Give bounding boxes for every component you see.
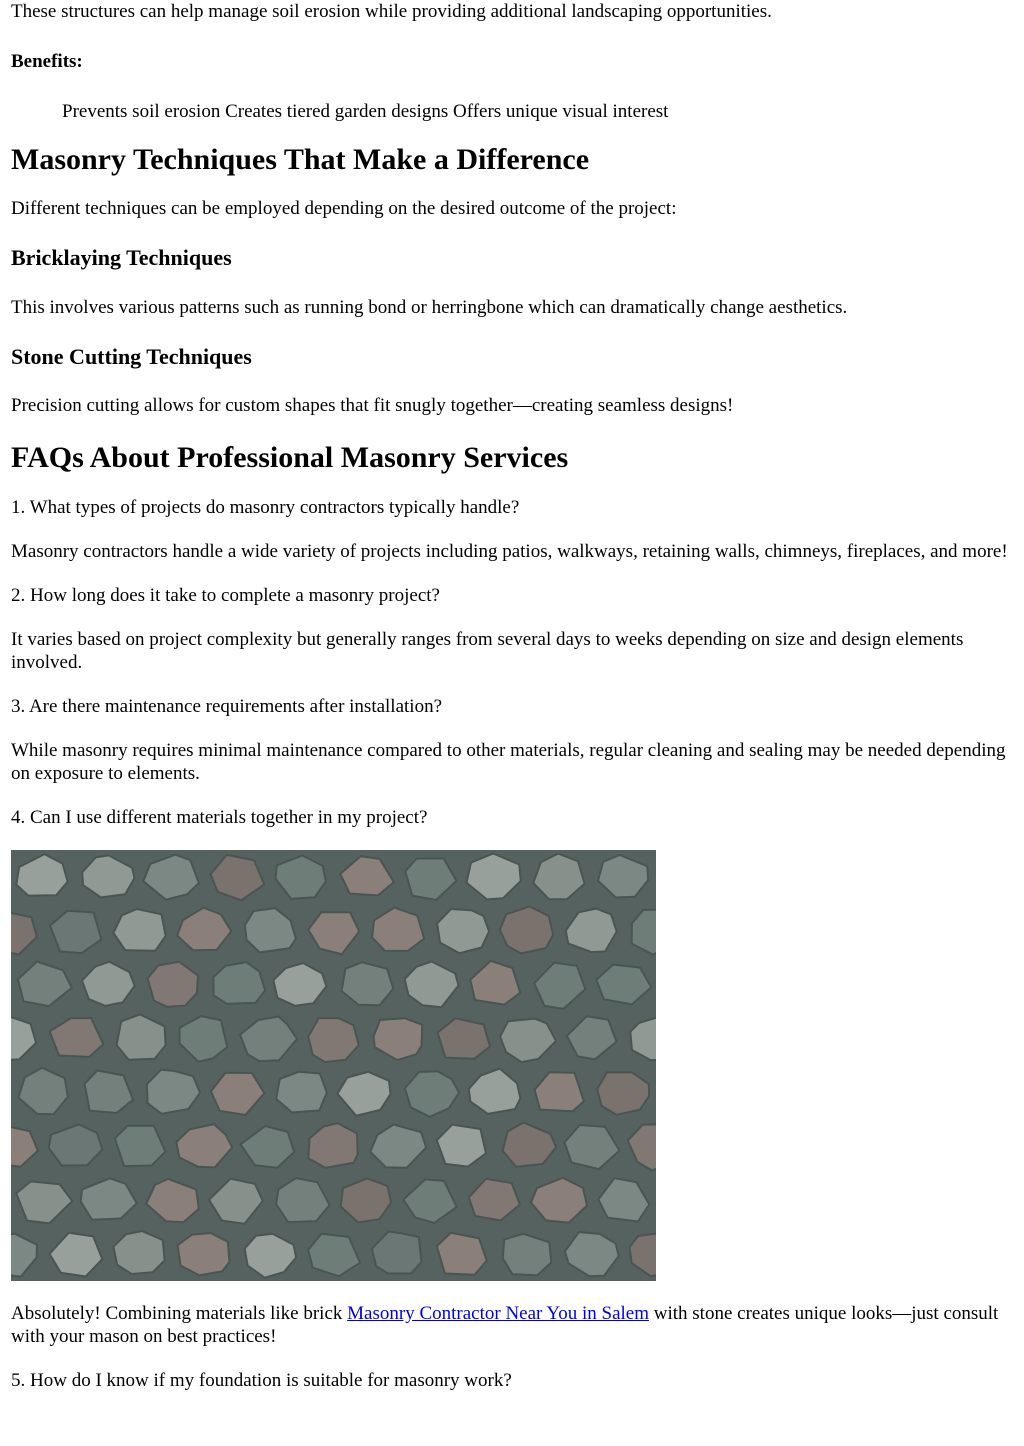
masonry-contractor-link[interactable]: Masonry Contractor Near You in Salem <box>347 1303 649 1324</box>
faq-answer-3: While masonry requires minimal maintenance compared to other materials, regular cleaning and sealing may be needed depending on exposure to elements. <box>11 740 1006 784</box>
stone-shape <box>597 1072 649 1114</box>
faq-answer-4-lead: Absolutely! Combining materials like brick <box>11 1303 348 1324</box>
faq-question-3: 3. Are there maintenance requirements after installation? <box>11 696 443 717</box>
stone-shape <box>503 1234 552 1275</box>
stone-wall-image <box>11 850 656 1281</box>
faq-answer-4-tail: with stone creates unique looks—just consult with your mason on best practices! <box>11 1303 999 1347</box>
stone-cutting-heading: Stone Cutting Techniques <box>11 344 252 369</box>
bricklaying-text: This involves various patterns such as running bond or herringbone which can dramatically change aesthetics. <box>11 297 848 318</box>
faq-question-1: 1. What types of projects do masonry contractors typically handle? <box>11 497 520 518</box>
bricklaying-heading: Bricklaying Techniques <box>11 245 232 270</box>
stone-shape <box>276 1072 327 1113</box>
stone-wall-illustration <box>11 850 656 1281</box>
benefits-list: Prevents soil erosion Creates tiered garden designs Offers unique visual interest <box>62 101 669 122</box>
stone-cutting-text: Precision cutting allows for custom shapes that fit snugly together—creating seamless designs! <box>11 395 734 416</box>
stone-shape <box>113 909 165 951</box>
faq-answer-1: Masonry contractors handle a wide variety of projects including patios, walkways, retaining walls, chimneys, fireplaces, and more! <box>11 541 1008 562</box>
techniques-intro: Different techniques can be employed depending on the desired outcome of the project: <box>11 198 677 219</box>
faq-question-5: 5. How do I know if my foundation is suitable for masonry work? <box>11 1370 512 1391</box>
techniques-heading: Masonry Techniques That Make a Difference <box>11 143 590 176</box>
faq-question-2: 2. How long does it take to complete a masonry project? <box>11 585 440 606</box>
stone-shape <box>178 1233 230 1275</box>
faq-answer-2: It varies based on project complexity but generally ranges from several days to weeks depending on size and design elements involved. <box>11 629 964 673</box>
intro-paragraph: These structures can help manage soil erosion while providing additional landscaping opportunities. <box>11 1 772 22</box>
faq-heading: FAQs About Professional Masonry Services <box>11 441 569 474</box>
faq-question-4: 4. Can I use different materials together in my project? <box>11 807 428 828</box>
stone-shape <box>437 1233 487 1275</box>
stone-shape <box>500 906 553 953</box>
faq-answer-4 <box>11 1302 1013 1348</box>
benefits-label: Benefits: <box>11 51 83 72</box>
